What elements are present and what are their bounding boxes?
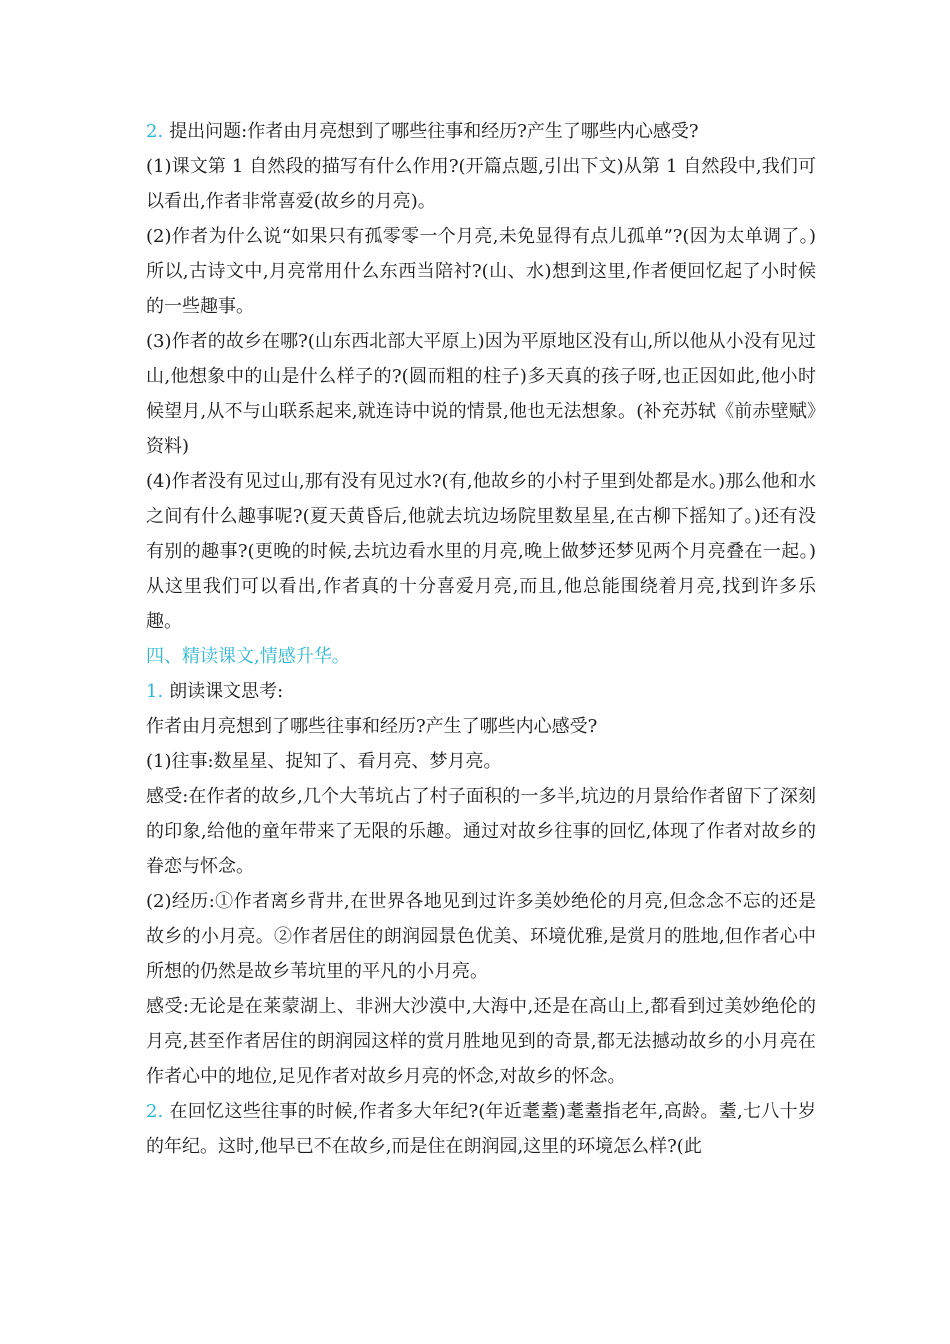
section-heading xyxy=(146,639,816,674)
paragraph xyxy=(146,744,816,779)
paragraph-text: 感受:在作者的故乡,几个大苇坑占了村子面积的一多半,坑边的月景给作者留下了深刻的印象,给他的童年带来了无限的乐趣。通过对故乡往事的回忆,体现了作者对故乡的眷恋与怀念。 xyxy=(146,786,816,877)
item-number: 2. xyxy=(146,1101,164,1122)
paragraph xyxy=(146,464,816,639)
paragraph-text: 作者由月亮想到了哪些往事和经历?产生了哪些内心感受? xyxy=(146,716,598,737)
item-number: 1. xyxy=(146,681,164,702)
question-item xyxy=(146,674,816,709)
question-item xyxy=(146,114,816,149)
paragraph xyxy=(146,149,816,219)
item-number: 2. xyxy=(146,121,164,142)
paragraph-text: 感受:无论是在莱蒙湖上、非洲大沙漠中,大海中,还是在高山上,都看到过美妙绝伦的月亮,甚至作者居住的朗润园这样的赏月胜地见到的奇景,都无法撼动故乡的小月亮在作者心中的地位,足见作者对故乡月亮的怀念,对故乡的怀念。 xyxy=(146,996,816,1087)
section-heading-text: 四、精读课文,情感升华。 xyxy=(146,646,350,667)
paragraph xyxy=(146,709,816,744)
paragraph-text: (4)作者没有见过山,那有没有见过水?(有,他故乡的小村子里到处都是水。)那么他和水之间有什么趣事呢?(夏天黄昏后,他就去坑边场院里数星星,在古柳下摇知了。)还有没有别的趣事?(更晚的时候,去坑边看水里的月亮,晚上做梦还梦见两个月亮叠在一起。)从这里我们可以看出,作者真的十分喜爱月亮,而且,他总能围绕着月亮,找到许多乐趣。 xyxy=(146,471,816,632)
paragraph-text: 朗读课文思考: xyxy=(169,681,284,702)
paragraph xyxy=(146,884,816,989)
paragraph-text: 在回忆这些往事的时候,作者多大年纪?(年近耄耋)耄耋指老年,高龄。耋,七八十岁的年纪。这时,他早已不在故乡,而是住在朗润园,这里的环境怎么样?(此 xyxy=(146,1101,816,1157)
paragraph-text: (3)作者的故乡在哪?(山东西北部大平原上)因为平原地区没有山,所以他从小没有见过山,他想象中的山是什么样子的?(圆而粗的柱子)多天真的孩子呀,也正因如此,他小时候望月,从不与山联系起来,就连诗中说的情景,他也无法想象。(补充苏轼《前赤壁赋》资料) xyxy=(146,331,816,457)
paragraph xyxy=(146,219,816,324)
paragraph-text: (1)课文第 1 自然段的描写有什么作用?(开篇点题,引出下文)从第 1 自然段中,我们可以看出,作者非常喜爱(故乡的月亮)。 xyxy=(146,156,816,212)
paragraph xyxy=(146,324,816,464)
question-item xyxy=(146,1094,816,1164)
paragraph-text: 提出问题:作者由月亮想到了哪些往事和经历?产生了哪些内心感受? xyxy=(169,121,699,142)
paragraph-text: (2)作者为什么说“如果只有孤零零一个月亮,未免显得有点儿孤单”?(因为太单调了。)所以,古诗文中,月亮常用什么东西当陪衬?(山、水)想到这里,作者便回忆起了小时候的一些趣事。 xyxy=(146,226,816,317)
paragraph xyxy=(146,989,816,1094)
paragraph-text: (2)经历:①作者离乡背井,在世界各地见到过许多美妙绝伦的月亮,但念念不忘的还是故乡的小月亮。②作者居住的朗润园景色优美、环境优雅,是赏月的胜地,但作者心中所想的仍然是故乡苇坑里的平凡的小月亮。 xyxy=(146,891,816,982)
document-body xyxy=(146,114,816,1164)
paragraph-text: (1)往事:数星星、捉知了、看月亮、梦月亮。 xyxy=(146,751,502,772)
paragraph xyxy=(146,779,816,884)
